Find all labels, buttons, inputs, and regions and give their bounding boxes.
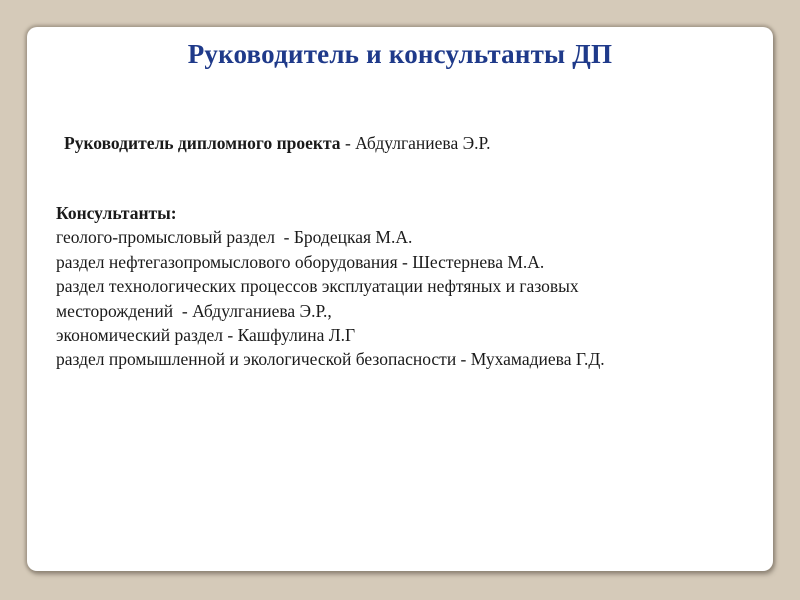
supervisor-name: Абдулганиева Э.Р. (355, 133, 491, 153)
consultant-line: геолого-промысловый раздел - Бродецкая М.А. (56, 227, 413, 248)
slide-card (27, 27, 773, 571)
supervisor-line (64, 133, 490, 154)
consultant-line: экономический раздел - Кашфулина Л.Г (56, 325, 356, 346)
consultant-line: месторождений - Абдулганиева Э.Р., (56, 300, 332, 321)
consultant-line: раздел технологических процессов эксплуатации нефтяных и газовых (56, 276, 579, 297)
consultant-line: раздел промышленной и экологической безопасности - Мухамадиева Г.Д. (56, 349, 605, 370)
slide-title: Руководитель и консультанты ДП (187, 39, 613, 69)
supervisor-separator: - (340, 133, 356, 153)
supervisor-label: Руководитель дипломного проекта (64, 133, 341, 153)
consultants-heading: Консультанты: (56, 203, 177, 223)
consultant-line: раздел нефтегазопромыслового оборудования - Шестернева М.А. (56, 251, 545, 272)
consultants-block (56, 201, 766, 372)
